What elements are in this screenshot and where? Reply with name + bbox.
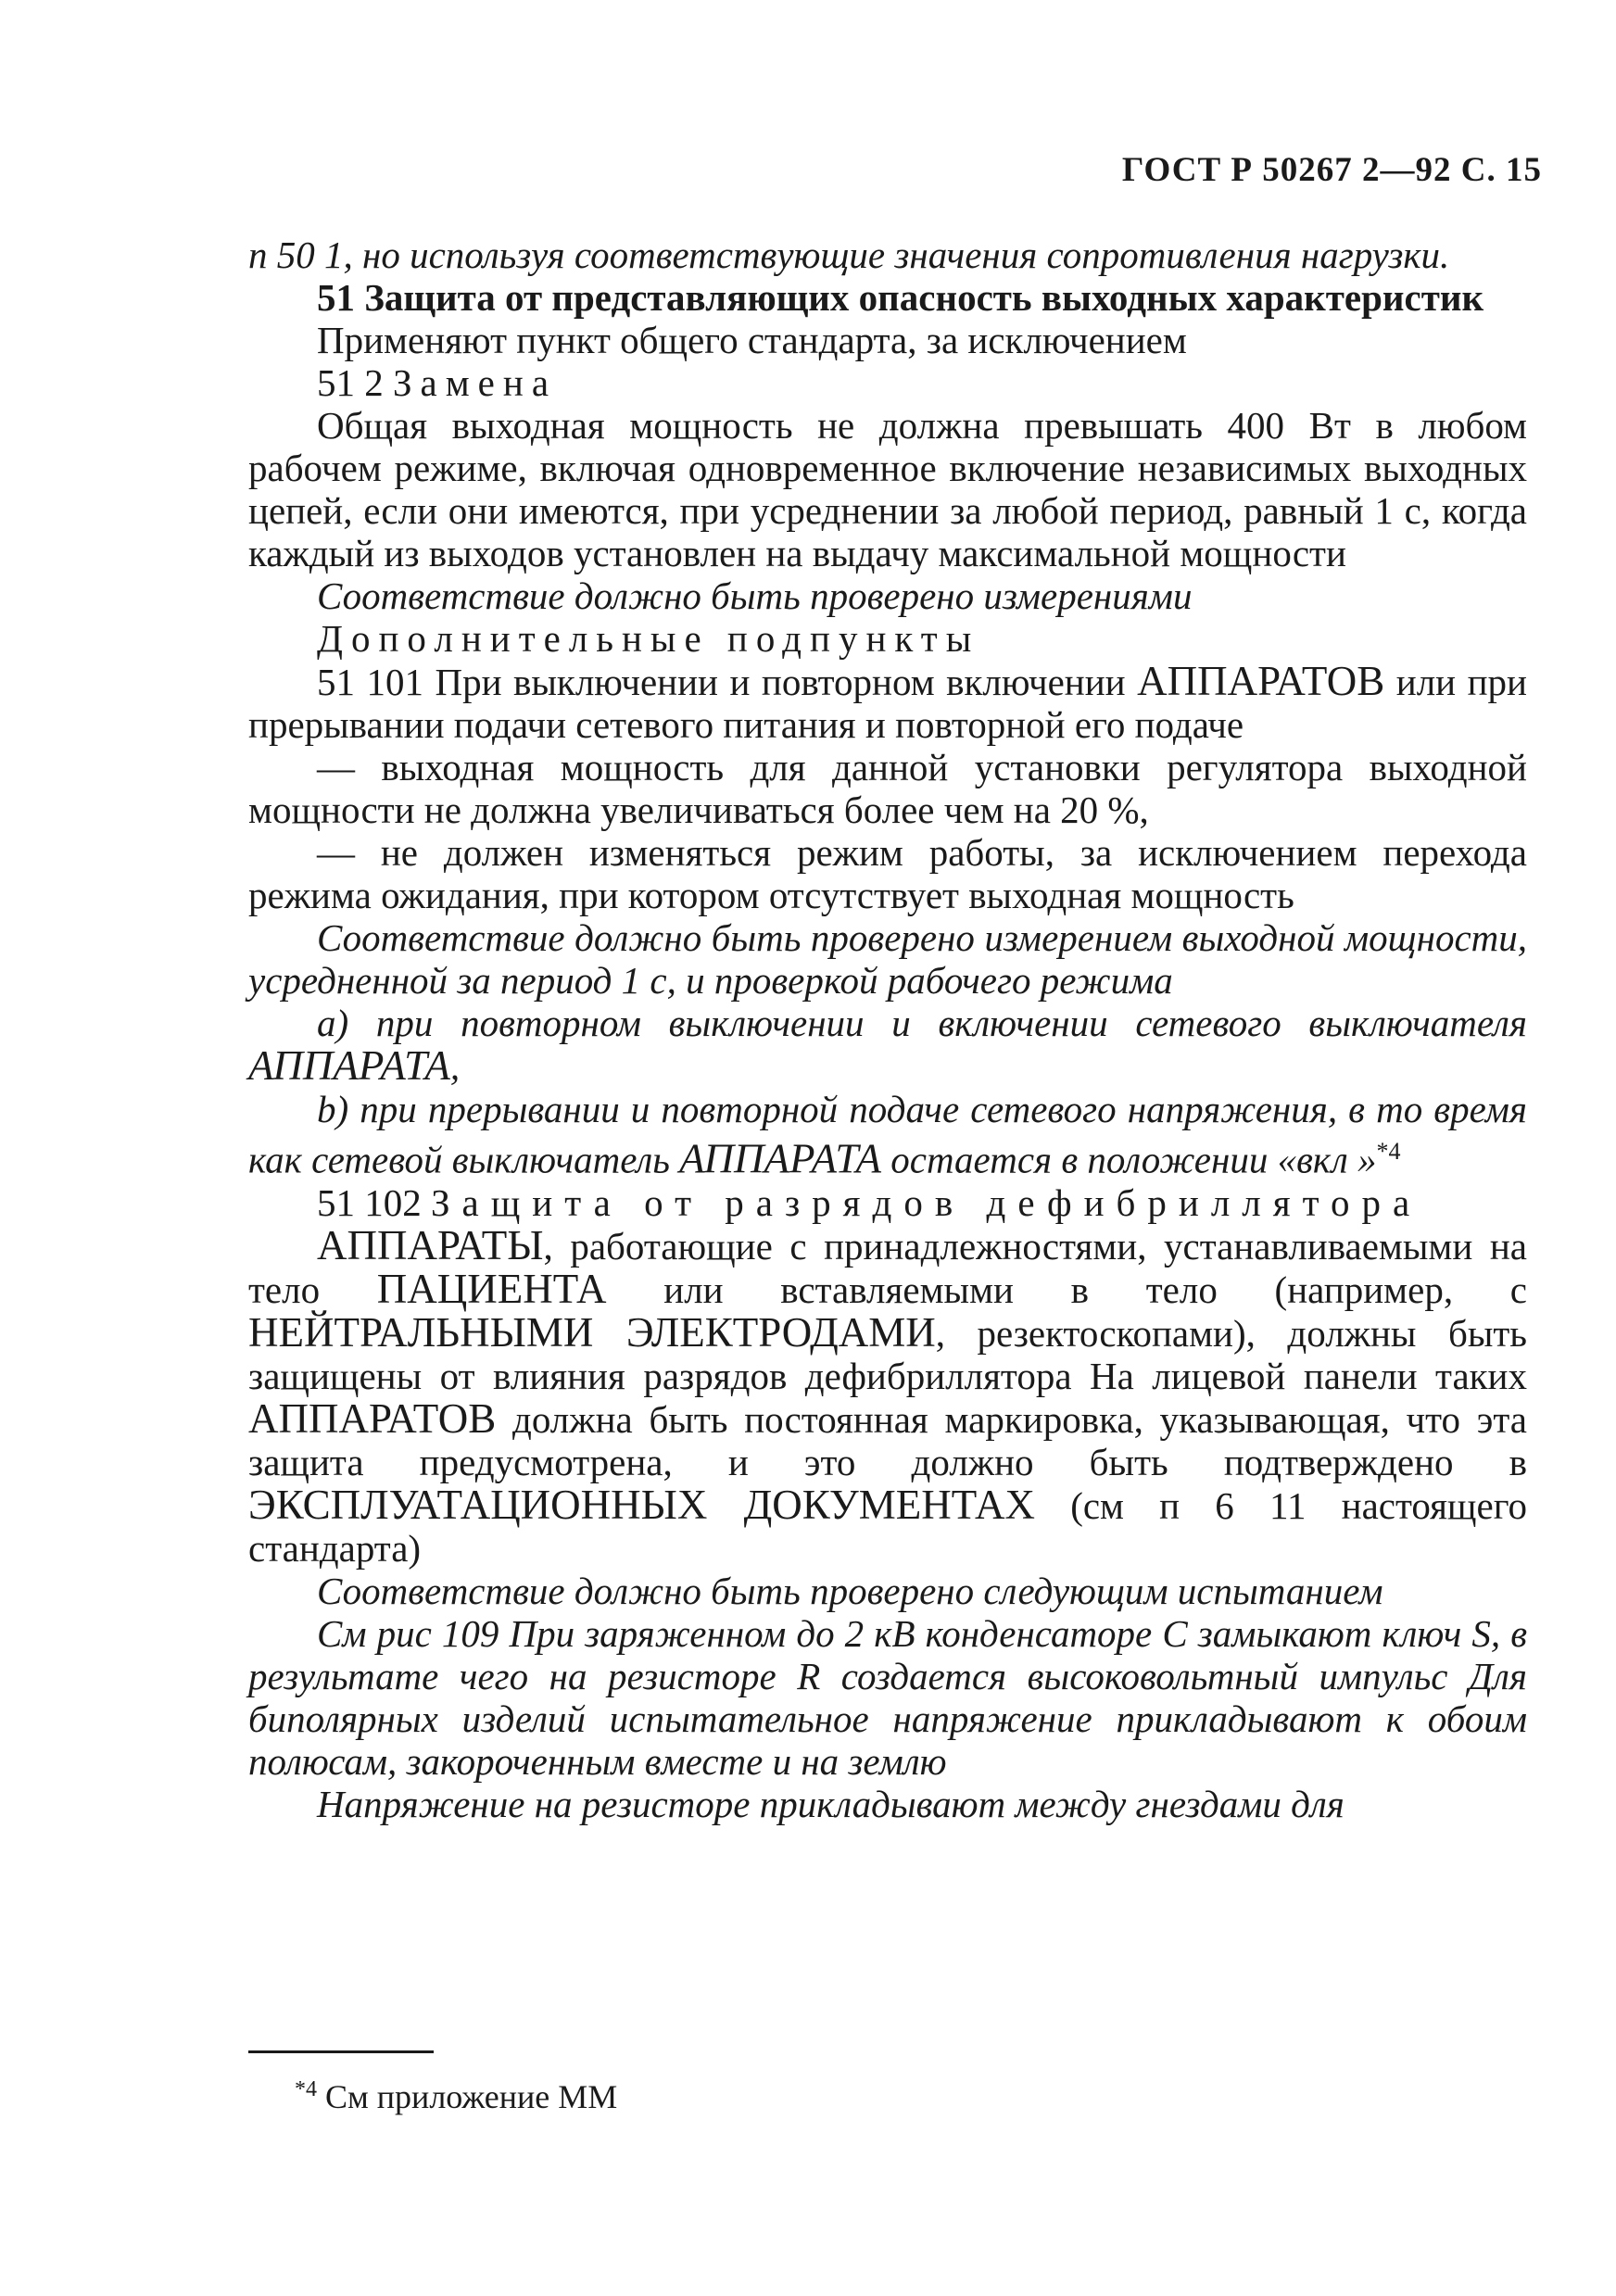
defined-term: АППАРАТОВ — [248, 1394, 497, 1442]
list-item-a — [248, 1002, 1527, 1088]
paragraph-voltage-application: Напряжение на резисторе прикладывают между гнездами для — [317, 1782, 1345, 1825]
text-run: остается в положении «вкл » — [881, 1138, 1377, 1181]
footnote — [295, 2077, 617, 2116]
list-item-operating-mode: — не должен изменяться режим работы, за исключением перехода режима ожидания, при котором отсутствует выходная мощность — [248, 831, 1527, 916]
subsection-heading-51-102 — [248, 1181, 1527, 1224]
section-heading-51: 51 Защита от представляющих опасность выходных характеристик — [317, 276, 1484, 319]
paragraph-continuation: п 50 1, но используя соответствующие значения сопротивления нагрузки. — [248, 233, 1450, 276]
subsection-title: Замена — [393, 361, 558, 404]
defined-term: АППАРАТОВ — [1137, 658, 1385, 704]
subsection-number: 51 102 — [317, 1180, 422, 1224]
defined-term: НЕЙТРАЛЬНЫМИ ЭЛЕКТРОДАМИ — [248, 1308, 936, 1356]
paragraph-output-power: Общая выходная мощность не должна превышать 400 Вт в любом рабочем режиме, включая одновременное включение независимых выходных цепей, если они имеются, при усреднении за любой период, равный 1 с, когда каждый из выходов установлен на выдачу максимальной мощности — [248, 404, 1527, 574]
footnote-divider — [248, 2050, 434, 2053]
text-run: , резектоскопами), должны быть защищены от влияния разрядов дефибриллятора На лицевой панели таких — [248, 1311, 1527, 1397]
list-item-output-power: — выходная мощность для данной установки регулятора выходной мощности не должна увеличиваться более чем на 20 %, — [248, 746, 1527, 831]
defined-term: АППАРАТЫ — [317, 1221, 544, 1268]
compliance-note-power-check: Соответствие должно быть проверено измерением выходной мощности, усредненной за период 1 с, и проверкой рабочего режима — [248, 916, 1527, 1002]
defined-term: ЭКСПЛУАТАЦИОННЫХ ДОКУМЕНТАХ — [248, 1481, 1036, 1528]
document-body — [248, 233, 1527, 1825]
text-run: , работающие с принадлежностями, устанавливаемыми на тело — [248, 1224, 1527, 1311]
subsection-heading-51-2 — [248, 361, 1527, 404]
defined-term: АППАРАТА — [679, 1135, 881, 1182]
subsection-number: 51 2 — [317, 361, 384, 404]
text-run: , — [449, 1045, 461, 1088]
text-run: b) при прерывании и повторной подаче сетевого напряжения, в то время как сетевой выключатель — [248, 1088, 1527, 1181]
paragraph-applies: Применяют пункт общего стандарта, за исключением — [317, 319, 1187, 361]
text-run: или вставляемыми в тело (например, с — [606, 1268, 1527, 1311]
text-run: (см п 6 11 настоящего стандарта) — [248, 1483, 1527, 1570]
running-header: ГОСТ Р 50267 2—92 С. 15 — [1121, 151, 1542, 189]
paragraph-51-101 — [248, 660, 1527, 746]
defined-term: ПАЦИЕНТА — [376, 1265, 607, 1312]
list-item-b — [248, 1088, 1527, 1181]
defined-term: АППАРАТА — [248, 1042, 450, 1089]
text-run: а) при повторном выключении и включении сетевого выключателя — [317, 1002, 1527, 1044]
compliance-note-test: Соответствие должно быть проверено следующим испытанием — [317, 1569, 1383, 1612]
text-run: или при прерывании подачи сетевого питания и повторной его подаче — [248, 661, 1527, 746]
footnote-reference[interactable]: *4 — [1376, 1138, 1401, 1165]
paragraph-test-procedure: См рис 109 При заряженном до 2 кВ конденсаторе С замыкают ключ S, в результате чего на резисторе R создается высоковольтный импульс Для биполярных изделий испытательное напряжение прикладывают к обоим полюсам, закороченным вместе и на землю — [248, 1611, 1527, 1783]
text-run: должна быть постоянная маркировка, указывающая, что эта защита предусмотрена, и это должно быть подтверждено в — [248, 1397, 1527, 1483]
paragraph-defibrillator-protection — [248, 1221, 1527, 1570]
footnote-text: См приложение ММ — [317, 2078, 618, 2115]
text-run: 51 101 При выключении и повторном включении — [317, 661, 1138, 703]
compliance-note-measurement: Соответствие должно быть проверено измерениями — [317, 574, 1193, 617]
additional-subclauses-heading: Дополнительные подпункты — [317, 617, 980, 660]
subsection-title: Защита от разрядов дефибриллятора — [431, 1180, 1422, 1224]
footnote-mark: *4 — [295, 2077, 317, 2101]
